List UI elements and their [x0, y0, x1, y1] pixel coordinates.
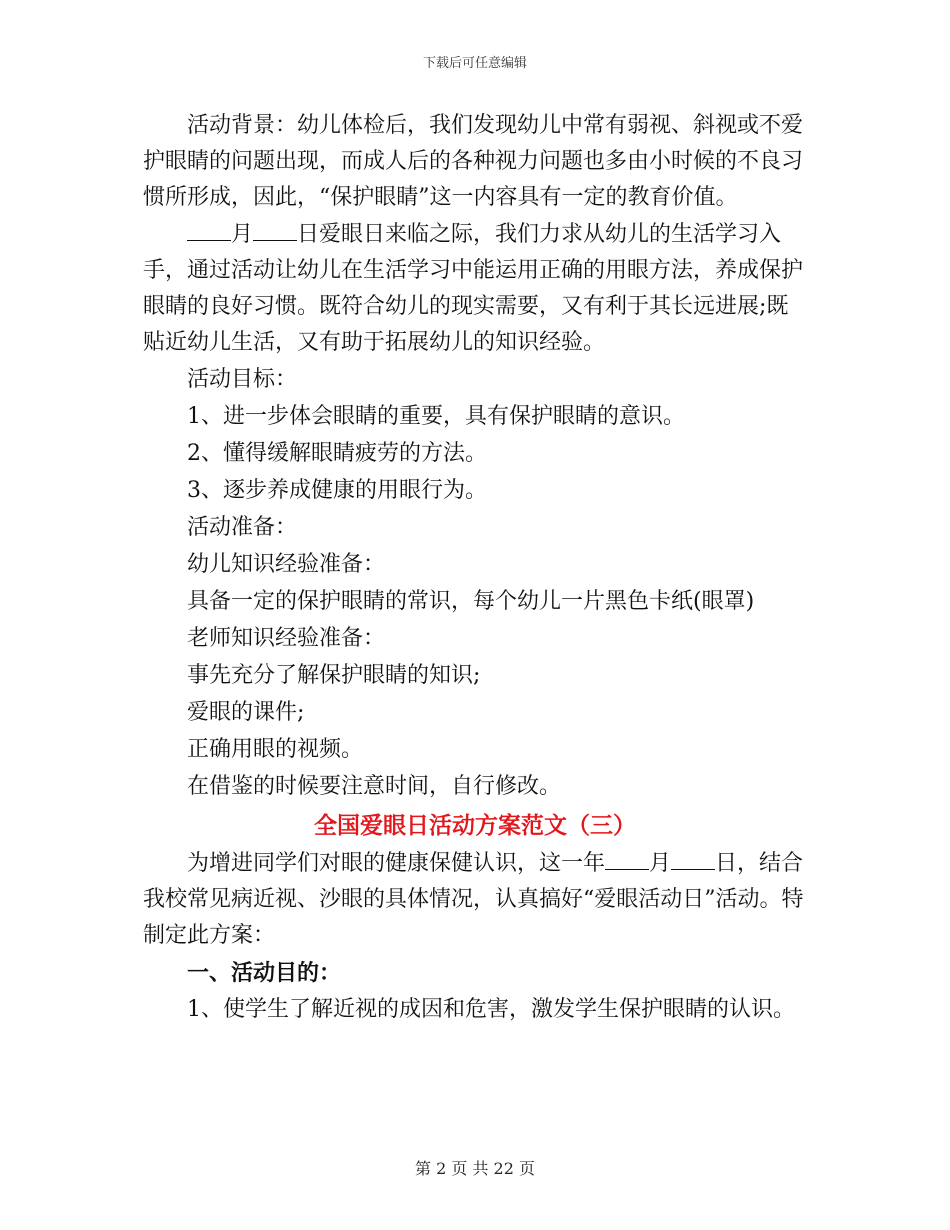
goal-item-3: 3、逐步养成健康的用眼行为。 — [187, 478, 487, 503]
purpose-item-1: 1、使学生了解近视的成因和危害，激发学生保护眼睛的认识。 — [187, 997, 795, 1022]
blank-line — [671, 849, 715, 870]
teacher-prep-title: 老师知识经验准备： — [187, 626, 386, 651]
teacher-prep-3: 正确用眼的视频。 — [187, 737, 364, 762]
page-footer: 第 2 页 共 22 页 — [415, 1159, 535, 1178]
blank-line — [253, 220, 297, 241]
child-prep: 具备一定的保护眼睛的常识，每个幼儿一片黑色卡纸(眼罩) — [187, 589, 755, 614]
teacher-prep-1: 事先充分了解保护眼睛的知识; — [187, 663, 481, 688]
teacher-prep-2: 爱眼的课件; — [187, 700, 305, 725]
blank-line — [605, 849, 649, 870]
month-text: 月 — [231, 222, 254, 247]
goal-title: 活动目标： — [187, 367, 298, 392]
page-header: 下载后可任意编辑 — [422, 56, 527, 71]
goal-item-2: 2、懂得缓解眼睛疲劳的方法。 — [187, 441, 487, 466]
plan-month-text: 月 — [649, 851, 672, 876]
paragraph-background: 活动背景：幼儿体检后，我们发现幼儿中常有弱视、斜视或不爱护眼睛的问题出现，而成人后的各种视力问题也多由小时候的不良习惯所形成，因此，“保护眼睛”这一内容具有一定的教育价值。 — [143, 113, 804, 210]
section-title: 全国爱眼日活动方案范文（三） — [314, 812, 636, 839]
plan-intro-b: 日，结合我校常见病近视、沙眼的具体情况，认真搞好“爱眼活动日”活动。特制定此方案： — [143, 851, 804, 948]
goal-item-1: 1、进一步体会眼睛的重要，具有保护眼睛的意识。 — [187, 404, 685, 429]
child-prep-title: 幼儿知识经验准备： — [187, 552, 386, 577]
prep-title: 活动准备： — [187, 515, 298, 540]
document-content — [143, 108, 807, 1029]
edit-note: 在借鉴的时候要注意时间，自行修改。 — [187, 774, 562, 799]
plan-intro-a: 为增进同学们对眼的健康保健认识，这一年 — [187, 851, 606, 876]
paragraph-eye-day-rest: 日爱眼日来临之际，我们力求从幼儿的生活学习入手，通过活动让幼儿在生活学习中能运用正确的用眼方法，养成保护眼睛的良好习惯。既符合幼儿的现实需要，又有利于其长远进展;既贴近幼儿生活，又有助于拓展幼儿的知识经验。 — [143, 222, 804, 355]
paragraph-eye-day — [143, 217, 807, 361]
paragraph-plan-intro — [143, 846, 807, 954]
blank-line — [187, 220, 231, 241]
heading-activity-purpose: 一、活动目的： — [187, 960, 342, 986]
